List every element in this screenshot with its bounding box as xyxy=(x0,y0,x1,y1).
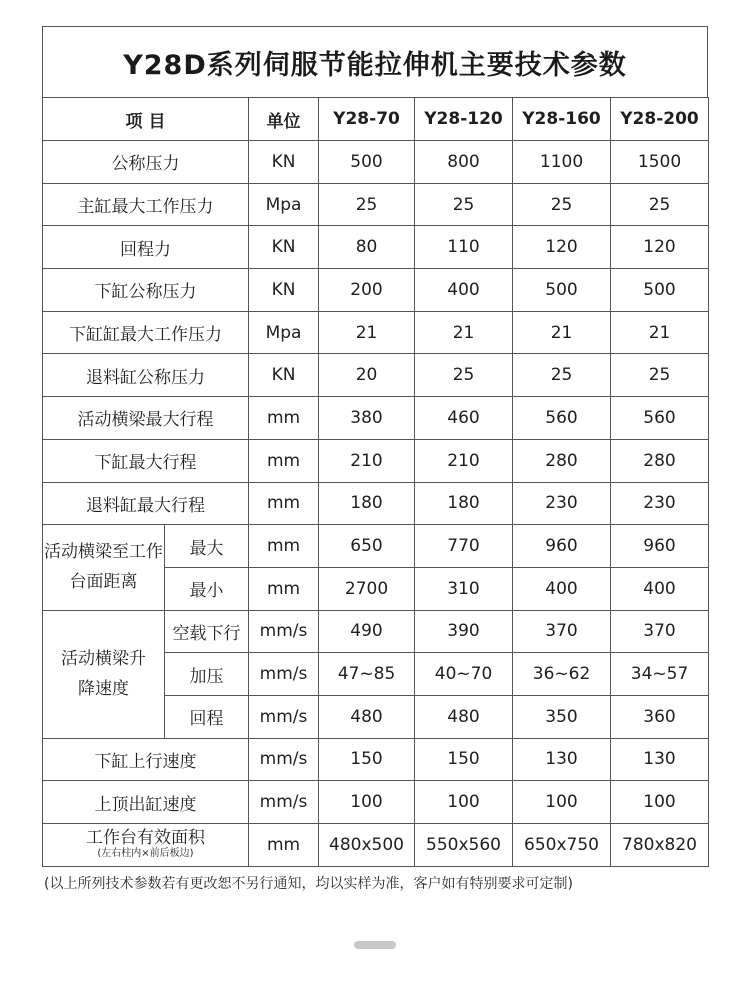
value-cell: 500 xyxy=(319,141,415,184)
value-cell: 560 xyxy=(611,397,709,440)
table-row xyxy=(43,311,709,354)
spec-sheet xyxy=(42,26,708,867)
value-cell: 120 xyxy=(611,226,709,269)
table-row xyxy=(43,183,709,226)
header-model: Y28-70 xyxy=(319,98,415,141)
value-cell: 960 xyxy=(611,525,709,568)
spec-table xyxy=(42,97,709,867)
value-cell: 210 xyxy=(319,439,415,482)
value-cell: 100 xyxy=(415,781,513,824)
value-cell: 460 xyxy=(415,397,513,440)
param-name: 下缸上行速度 xyxy=(43,738,249,781)
param-name: 下缸公称压力 xyxy=(43,269,249,312)
value-cell: 100 xyxy=(611,781,709,824)
value-cell: 230 xyxy=(611,482,709,525)
sub-param-name: 加压 xyxy=(165,653,249,696)
value-cell: 2700 xyxy=(319,567,415,610)
unit-cell: KN xyxy=(249,354,319,397)
value-cell: 25 xyxy=(611,354,709,397)
unit-cell: KN xyxy=(249,141,319,184)
value-cell: 25 xyxy=(611,183,709,226)
value-cell: 21 xyxy=(611,311,709,354)
value-cell: 500 xyxy=(611,269,709,312)
value-cell: 25 xyxy=(319,183,415,226)
value-cell: 800 xyxy=(415,141,513,184)
param-name: 主缸最大工作压力 xyxy=(43,183,249,226)
value-cell: 310 xyxy=(415,567,513,610)
value-cell: 150 xyxy=(319,738,415,781)
header-item: 项 目 xyxy=(43,98,249,141)
table-row xyxy=(43,141,709,184)
value-cell: 650 xyxy=(319,525,415,568)
value-cell: 130 xyxy=(611,738,709,781)
param-name: 下缸缸最大工作压力 xyxy=(43,311,249,354)
table-row xyxy=(43,610,709,653)
param-name: 下缸最大行程 xyxy=(43,439,249,482)
table-row xyxy=(43,781,709,824)
table-row xyxy=(43,397,709,440)
param-name: 上顶出缸速度 xyxy=(43,781,249,824)
value-cell: 280 xyxy=(611,439,709,482)
value-cell: 180 xyxy=(319,482,415,525)
value-cell: 120 xyxy=(513,226,611,269)
value-cell: 780x820 xyxy=(611,824,709,867)
value-cell: 25 xyxy=(513,354,611,397)
unit-cell: mm xyxy=(249,439,319,482)
unit-cell: mm/s xyxy=(249,738,319,781)
value-cell: 350 xyxy=(513,695,611,738)
table-area-note: (左右柱内×前后板边) xyxy=(97,848,194,860)
unit-cell: mm xyxy=(249,482,319,525)
param-name-table-area xyxy=(43,824,249,867)
value-cell: 21 xyxy=(319,311,415,354)
value-cell: 200 xyxy=(319,269,415,312)
value-cell: 230 xyxy=(513,482,611,525)
group-label-speed: 活动横梁升降速度 xyxy=(43,610,165,738)
value-cell: 47~85 xyxy=(319,653,415,696)
table-row xyxy=(43,738,709,781)
header-model: Y28-120 xyxy=(415,98,513,141)
unit-cell: mm/s xyxy=(249,695,319,738)
table-row xyxy=(43,824,709,867)
value-cell: 25 xyxy=(415,183,513,226)
header-row xyxy=(43,98,709,141)
value-cell: 480x500 xyxy=(319,824,415,867)
value-cell: 370 xyxy=(513,610,611,653)
table-row xyxy=(43,269,709,312)
value-cell: 400 xyxy=(415,269,513,312)
unit-cell: KN xyxy=(249,226,319,269)
value-cell: 650x750 xyxy=(513,824,611,867)
sub-param-name: 最大 xyxy=(165,525,249,568)
value-cell: 370 xyxy=(611,610,709,653)
unit-cell: Mpa xyxy=(249,311,319,354)
value-cell: 380 xyxy=(319,397,415,440)
unit-cell: mm xyxy=(249,397,319,440)
value-cell: 400 xyxy=(611,567,709,610)
value-cell: 180 xyxy=(415,482,513,525)
sub-param-name: 回程 xyxy=(165,695,249,738)
value-cell: 770 xyxy=(415,525,513,568)
scroll-handle[interactable] xyxy=(354,941,396,949)
value-cell: 360 xyxy=(611,695,709,738)
value-cell: 1500 xyxy=(611,141,709,184)
param-name: 公称压力 xyxy=(43,141,249,184)
unit-cell: Mpa xyxy=(249,183,319,226)
footnote: (以上所列技术参数若有更改恕不另行通知，均以实样为准，客户如有特别要求可定制) xyxy=(44,876,573,892)
value-cell: 150 xyxy=(415,738,513,781)
param-name: 活动横梁最大行程 xyxy=(43,397,249,440)
table-area-label: 工作台有效面积 xyxy=(86,828,205,849)
value-cell: 1100 xyxy=(513,141,611,184)
value-cell: 480 xyxy=(415,695,513,738)
unit-cell: mm/s xyxy=(249,781,319,824)
value-cell: 390 xyxy=(415,610,513,653)
unit-cell: mm xyxy=(249,525,319,568)
table-row xyxy=(43,354,709,397)
header-model: Y28-160 xyxy=(513,98,611,141)
unit-cell: mm/s xyxy=(249,653,319,696)
value-cell: 110 xyxy=(415,226,513,269)
value-cell: 130 xyxy=(513,738,611,781)
value-cell: 40~70 xyxy=(415,653,513,696)
sub-param-name: 空载下行 xyxy=(165,610,249,653)
table-row xyxy=(43,439,709,482)
table-row xyxy=(43,226,709,269)
value-cell: 210 xyxy=(415,439,513,482)
value-cell: 80 xyxy=(319,226,415,269)
page-title: Y28D系列伺服节能拉伸机主要技术参数 xyxy=(42,26,708,97)
header-model: Y28-200 xyxy=(611,98,709,141)
value-cell: 550x560 xyxy=(415,824,513,867)
group-label-distance: 活动横梁至工作台面距离 xyxy=(43,525,165,610)
param-name: 回程力 xyxy=(43,226,249,269)
value-cell: 100 xyxy=(319,781,415,824)
value-cell: 400 xyxy=(513,567,611,610)
value-cell: 960 xyxy=(513,525,611,568)
param-name: 退料缸公称压力 xyxy=(43,354,249,397)
unit-cell: KN xyxy=(249,269,319,312)
value-cell: 21 xyxy=(513,311,611,354)
value-cell: 490 xyxy=(319,610,415,653)
value-cell: 480 xyxy=(319,695,415,738)
value-cell: 36~62 xyxy=(513,653,611,696)
sub-param-name: 最小 xyxy=(165,567,249,610)
header-unit: 单位 xyxy=(249,98,319,141)
value-cell: 25 xyxy=(513,183,611,226)
value-cell: 500 xyxy=(513,269,611,312)
value-cell: 20 xyxy=(319,354,415,397)
unit-cell: mm xyxy=(249,567,319,610)
value-cell: 100 xyxy=(513,781,611,824)
value-cell: 34~57 xyxy=(611,653,709,696)
unit-cell: mm xyxy=(249,824,319,867)
value-cell: 25 xyxy=(415,354,513,397)
value-cell: 21 xyxy=(415,311,513,354)
table-row xyxy=(43,482,709,525)
param-name: 退料缸最大行程 xyxy=(43,482,249,525)
value-cell: 560 xyxy=(513,397,611,440)
value-cell: 280 xyxy=(513,439,611,482)
table-row xyxy=(43,525,709,568)
unit-cell: mm/s xyxy=(249,610,319,653)
